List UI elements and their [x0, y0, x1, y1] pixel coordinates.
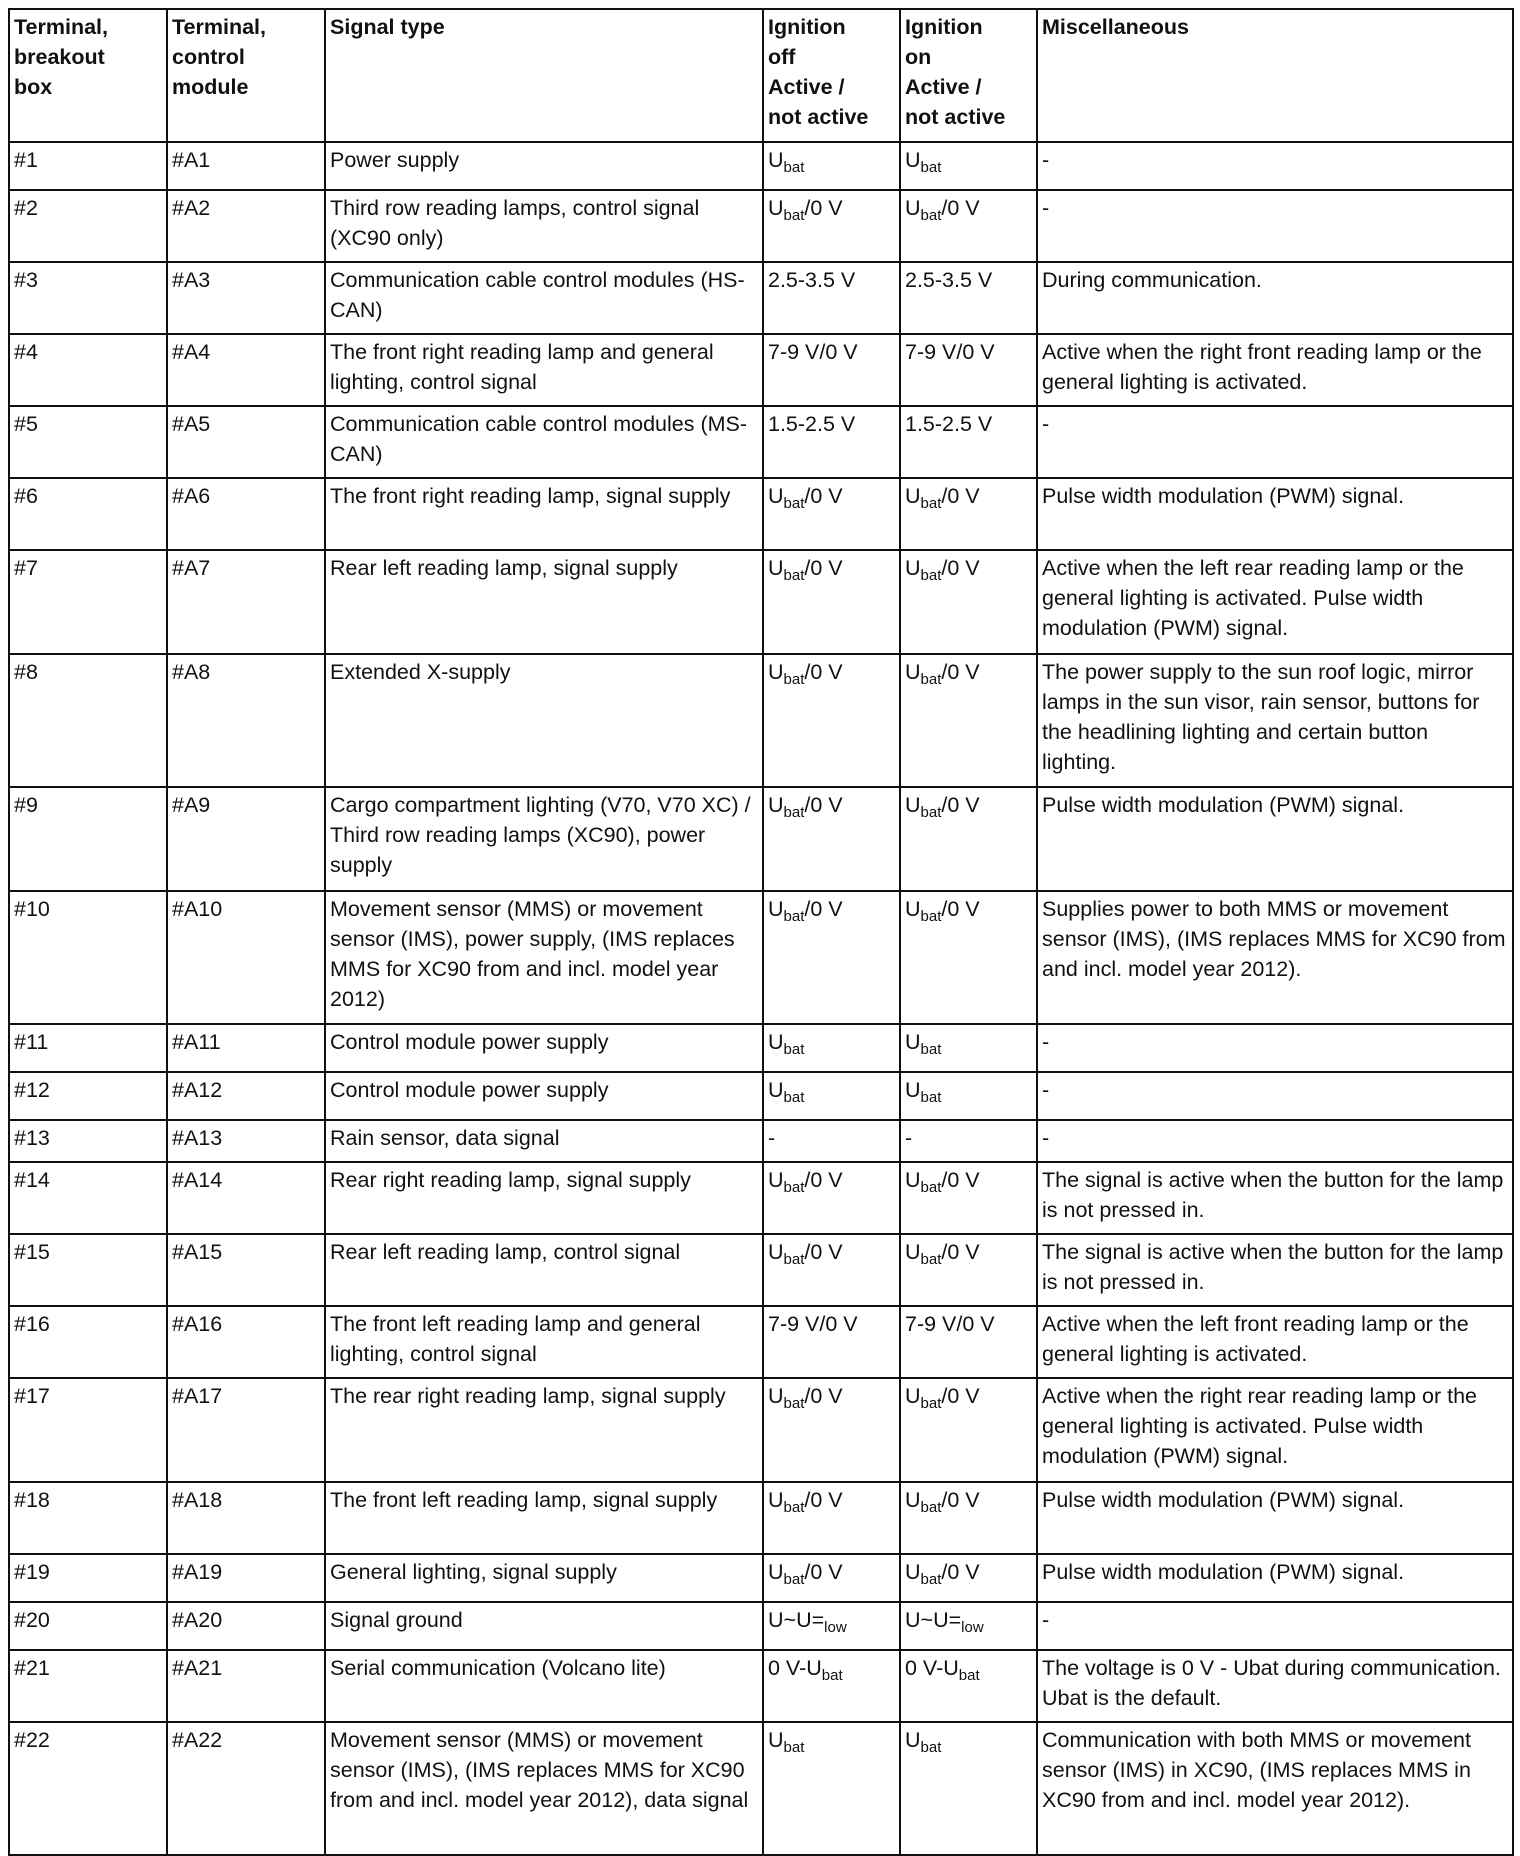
- cell-ignition-off: 7-9 V/0 V: [763, 334, 900, 406]
- terminal-table: [8, 8, 1514, 1856]
- table-row: [9, 334, 1513, 406]
- cell-signal-type: Rain sensor, data signal: [325, 1120, 763, 1162]
- cell-signal-type: Movement sensor (MMS) or movement sensor (IMS), (IMS replaces MMS for XC90 from and incl. model year 2012), data signal: [325, 1722, 763, 1855]
- cell-terminal-box: #21: [9, 1650, 167, 1722]
- cell-terminal-box: #15: [9, 1234, 167, 1306]
- table-row: [9, 1120, 1513, 1162]
- table-row: [9, 1554, 1513, 1602]
- cell-ignition-off: $U_{bat}/0$ V: [763, 654, 900, 787]
- header-line: off: [768, 45, 796, 69]
- cell-terminal-module: #A15: [167, 1234, 325, 1306]
- cell-ignition-off: 1.5-2.5 V: [763, 406, 900, 478]
- header-line: Active /: [768, 75, 845, 99]
- cell-ignition-on: 2.5-3.5 V: [900, 262, 1037, 334]
- table-row: [9, 1722, 1513, 1855]
- cell-terminal-box: #17: [9, 1378, 167, 1482]
- table-row: [9, 1072, 1513, 1120]
- cell-miscellaneous: Supplies power to both MMS or movement sensor (IMS), (IMS replaces MMS for XC90 from and incl. model year 2012).: [1037, 891, 1513, 1024]
- cell-ignition-on: $U_{bat}$: [900, 142, 1037, 190]
- cell-ignition-on: $U_{bat}/0$ V: [900, 1482, 1037, 1554]
- header-line: control: [172, 45, 245, 69]
- cell-terminal-module: #A4: [167, 334, 325, 406]
- cell-terminal-box: #7: [9, 550, 167, 654]
- cell-terminal-box: #19: [9, 1554, 167, 1602]
- cell-ignition-off: $U_{bat}/0$ V: [763, 550, 900, 654]
- cell-ignition-off: $U_{bat}$: [763, 142, 900, 190]
- cell-ignition-on: $U\sim U=_{low}$: [900, 1602, 1037, 1650]
- cell-miscellaneous: Pulse width modulation (PWM) signal.: [1037, 1554, 1513, 1602]
- cell-terminal-module: #A6: [167, 478, 325, 550]
- table-row: [9, 891, 1513, 1024]
- cell-miscellaneous: The signal is active when the button for the lamp is not pressed in.: [1037, 1234, 1513, 1306]
- table-row: [9, 1024, 1513, 1072]
- cell-terminal-box: #12: [9, 1072, 167, 1120]
- header-line: box: [14, 75, 53, 99]
- cell-terminal-module: #A13: [167, 1120, 325, 1162]
- header-signal-type: [325, 9, 763, 142]
- cell-miscellaneous: Active when the left front reading lamp or the general lighting is activated.: [1037, 1306, 1513, 1378]
- cell-miscellaneous: The signal is active when the button for the lamp is not pressed in.: [1037, 1162, 1513, 1234]
- cell-signal-type: Communication cable control modules (HS-CAN): [325, 262, 763, 334]
- header-row: [9, 9, 1513, 142]
- cell-miscellaneous: Communication with both MMS or movement sensor (IMS) in XC90, (IMS replaces MMS in XC90 from and incl. model year 2012).: [1037, 1722, 1513, 1855]
- cell-signal-type: Cargo compartment lighting (V70, V70 XC) / Third row reading lamps (XC90), power supply: [325, 787, 763, 891]
- cell-terminal-module: #A7: [167, 550, 325, 654]
- cell-ignition-on: $U_{bat}/0$ V: [900, 1554, 1037, 1602]
- cell-miscellaneous: -: [1037, 1072, 1513, 1120]
- cell-miscellaneous: Pulse width modulation (PWM) signal.: [1037, 478, 1513, 550]
- cell-terminal-module: #A2: [167, 190, 325, 262]
- header-line: Terminal,: [172, 15, 266, 39]
- cell-terminal-box: #18: [9, 1482, 167, 1554]
- header-ignition-off: [763, 9, 900, 142]
- cell-signal-type: Signal ground: [325, 1602, 763, 1650]
- table-row: [9, 1482, 1513, 1554]
- cell-ignition-on: $U_{bat}/0$ V: [900, 478, 1037, 550]
- header-line: on: [905, 45, 932, 69]
- cell-ignition-on: -: [900, 1120, 1037, 1162]
- cell-ignition-off: $U_{bat}$: [763, 1024, 900, 1072]
- cell-terminal-box: #4: [9, 334, 167, 406]
- table-row: [9, 1650, 1513, 1722]
- table-row: [9, 1234, 1513, 1306]
- cell-ignition-on: 1.5-2.5 V: [900, 406, 1037, 478]
- cell-ignition-on: 7-9 V/0 V: [900, 334, 1037, 406]
- cell-ignition-off: $U_{bat}$: [763, 1722, 900, 1855]
- cell-terminal-box: #11: [9, 1024, 167, 1072]
- cell-terminal-box: #3: [9, 262, 167, 334]
- header-ignition-on: [900, 9, 1037, 142]
- cell-ignition-off: $U_{bat}/0$ V: [763, 190, 900, 262]
- cell-miscellaneous: Pulse width modulation (PWM) signal.: [1037, 1482, 1513, 1554]
- header-line: breakout: [14, 45, 105, 69]
- cell-terminal-module: #A9: [167, 787, 325, 891]
- table-row: [9, 550, 1513, 654]
- table-row: [9, 1162, 1513, 1234]
- cell-ignition-off: $U_{bat}/0$ V: [763, 1162, 900, 1234]
- cell-signal-type: Movement sensor (MMS) or movement sensor (IMS), power supply, (IMS replaces MMS for XC90 from and incl. model year 2012): [325, 891, 763, 1024]
- cell-terminal-box: #22: [9, 1722, 167, 1855]
- cell-ignition-off: $U_{bat}$: [763, 1072, 900, 1120]
- cell-terminal-module: #A19: [167, 1554, 325, 1602]
- header-line: not active: [768, 105, 869, 129]
- cell-terminal-module: #A21: [167, 1650, 325, 1722]
- cell-terminal-box: #8: [9, 654, 167, 787]
- cell-ignition-off: $U\sim U=_{low}$: [763, 1602, 900, 1650]
- table-row: [9, 406, 1513, 478]
- cell-terminal-module: #A16: [167, 1306, 325, 1378]
- cell-signal-type: The front right reading lamp, signal supply: [325, 478, 763, 550]
- cell-ignition-on: $U_{bat}/0$ V: [900, 891, 1037, 1024]
- cell-miscellaneous: Active when the left rear reading lamp or the general lighting is activated. Pulse width modulation (PWM) signal.: [1037, 550, 1513, 654]
- cell-terminal-module: #A5: [167, 406, 325, 478]
- table-row: [9, 1378, 1513, 1482]
- cell-terminal-module: #A14: [167, 1162, 325, 1234]
- cell-terminal-module: #A20: [167, 1602, 325, 1650]
- header-line: module: [172, 75, 249, 99]
- cell-ignition-on: $U_{bat}/0$ V: [900, 190, 1037, 262]
- cell-signal-type: Extended X-supply: [325, 654, 763, 787]
- table-row: [9, 1306, 1513, 1378]
- cell-signal-type: Control module power supply: [325, 1024, 763, 1072]
- cell-signal-type: The front left reading lamp and general lighting, control signal: [325, 1306, 763, 1378]
- table-row: [9, 1602, 1513, 1650]
- table-row: [9, 190, 1513, 262]
- cell-ignition-on: $U_{bat}$: [900, 1024, 1037, 1072]
- table-body: [9, 142, 1513, 1855]
- table-row: [9, 787, 1513, 891]
- cell-ignition-off: $U_{bat}/0$ V: [763, 1482, 900, 1554]
- cell-miscellaneous: -: [1037, 1120, 1513, 1162]
- cell-signal-type: Serial communication (Volcano lite): [325, 1650, 763, 1722]
- header-line: Signal type: [330, 15, 445, 39]
- cell-ignition-off: $U_{bat}/0$ V: [763, 1554, 900, 1602]
- cell-signal-type: Rear left reading lamp, signal supply: [325, 550, 763, 654]
- cell-ignition-on: $U_{bat}/0$ V: [900, 1378, 1037, 1482]
- cell-signal-type: Rear left reading lamp, control signal: [325, 1234, 763, 1306]
- cell-signal-type: Power supply: [325, 142, 763, 190]
- cell-miscellaneous: The power supply to the sun roof logic, mirror lamps in the sun visor, rain sensor, buttons for the headlining lighting and certain button lighting.: [1037, 654, 1513, 787]
- cell-terminal-box: #20: [9, 1602, 167, 1650]
- header-line: Active /: [905, 75, 982, 99]
- header-terminal-control-module: [167, 9, 325, 142]
- cell-ignition-on: $U_{bat}/0$ V: [900, 787, 1037, 891]
- cell-ignition-on: $U_{bat}$: [900, 1722, 1037, 1855]
- cell-terminal-box: #1: [9, 142, 167, 190]
- cell-miscellaneous: Active when the right front reading lamp or the general lighting is activated.: [1037, 334, 1513, 406]
- cell-ignition-off: 2.5-3.5 V: [763, 262, 900, 334]
- cell-signal-type: The front right reading lamp and general lighting, control signal: [325, 334, 763, 406]
- header-line: Terminal,: [14, 15, 108, 39]
- cell-miscellaneous: -: [1037, 142, 1513, 190]
- cell-miscellaneous: -: [1037, 1024, 1513, 1072]
- cell-miscellaneous: -: [1037, 1602, 1513, 1650]
- cell-ignition-on: $U_{bat}$: [900, 1072, 1037, 1120]
- cell-terminal-box: #10: [9, 891, 167, 1024]
- cell-terminal-box: #9: [9, 787, 167, 891]
- cell-ignition-off: $U_{bat}/0$ V: [763, 1378, 900, 1482]
- cell-ignition-on: $U_{bat}/0$ V: [900, 1162, 1037, 1234]
- cell-ignition-on: $U_{bat}/0$ V: [900, 550, 1037, 654]
- cell-signal-type: Rear right reading lamp, signal supply: [325, 1162, 763, 1234]
- cell-miscellaneous: Active when the right rear reading lamp or the general lighting is activated. Pulse width modulation (PWM) signal.: [1037, 1378, 1513, 1482]
- cell-miscellaneous: During communication.: [1037, 262, 1513, 334]
- cell-miscellaneous: Pulse width modulation (PWM) signal.: [1037, 787, 1513, 891]
- cell-ignition-off: 0 $V-U_{bat}$: [763, 1650, 900, 1722]
- cell-ignition-off: $U_{bat}/0$ V: [763, 1234, 900, 1306]
- cell-ignition-off: -: [763, 1120, 900, 1162]
- cell-miscellaneous: The voltage is 0 V - Ubat during communication. Ubat is the default.: [1037, 1650, 1513, 1722]
- cell-signal-type: The front left reading lamp, signal supply: [325, 1482, 763, 1554]
- cell-ignition-off: 7-9 V/0 V: [763, 1306, 900, 1378]
- cell-ignition-off: $U_{bat}/0$ V: [763, 787, 900, 891]
- cell-terminal-module: #A22: [167, 1722, 325, 1855]
- cell-terminal-module: #A17: [167, 1378, 325, 1482]
- cell-terminal-module: #A1: [167, 142, 325, 190]
- cell-ignition-on: 0 $V-U_{bat}$: [900, 1650, 1037, 1722]
- cell-terminal-module: #A8: [167, 654, 325, 787]
- cell-miscellaneous: -: [1037, 406, 1513, 478]
- header-line: Miscellaneous: [1042, 15, 1189, 39]
- cell-ignition-off: $U_{bat}/0$ V: [763, 891, 900, 1024]
- header-line: Ignition: [768, 15, 846, 39]
- cell-terminal-box: #14: [9, 1162, 167, 1234]
- cell-terminal-box: #2: [9, 190, 167, 262]
- header-miscellaneous: [1037, 9, 1513, 142]
- cell-ignition-on: 7-9 V/0 V: [900, 1306, 1037, 1378]
- table-row: [9, 142, 1513, 190]
- cell-terminal-module: #A11: [167, 1024, 325, 1072]
- cell-terminal-module: #A12: [167, 1072, 325, 1120]
- cell-terminal-box: #16: [9, 1306, 167, 1378]
- table-header: [9, 9, 1513, 142]
- cell-terminal-box: #13: [9, 1120, 167, 1162]
- cell-terminal-box: #6: [9, 478, 167, 550]
- cell-terminal-box: #5: [9, 406, 167, 478]
- cell-miscellaneous: -: [1037, 190, 1513, 262]
- cell-ignition-on: $U_{bat}/0$ V: [900, 654, 1037, 787]
- header-terminal-breakout-box: [9, 9, 167, 142]
- header-line: not active: [905, 105, 1006, 129]
- cell-terminal-module: #A10: [167, 891, 325, 1024]
- header-line: Ignition: [905, 15, 983, 39]
- cell-ignition-on: $U_{bat}/0$ V: [900, 1234, 1037, 1306]
- cell-signal-type: Communication cable control modules (MS-CAN): [325, 406, 763, 478]
- table-row: [9, 654, 1513, 787]
- cell-ignition-off: $U_{bat}/0$ V: [763, 478, 900, 550]
- table-row: [9, 262, 1513, 334]
- cell-signal-type: Control module power supply: [325, 1072, 763, 1120]
- table-row: [9, 478, 1513, 550]
- cell-terminal-module: #A3: [167, 262, 325, 334]
- cell-signal-type: The rear right reading lamp, signal supply: [325, 1378, 763, 1482]
- cell-signal-type: Third row reading lamps, control signal (XC90 only): [325, 190, 763, 262]
- cell-signal-type: General lighting, signal supply: [325, 1554, 763, 1602]
- cell-terminal-module: #A18: [167, 1482, 325, 1554]
